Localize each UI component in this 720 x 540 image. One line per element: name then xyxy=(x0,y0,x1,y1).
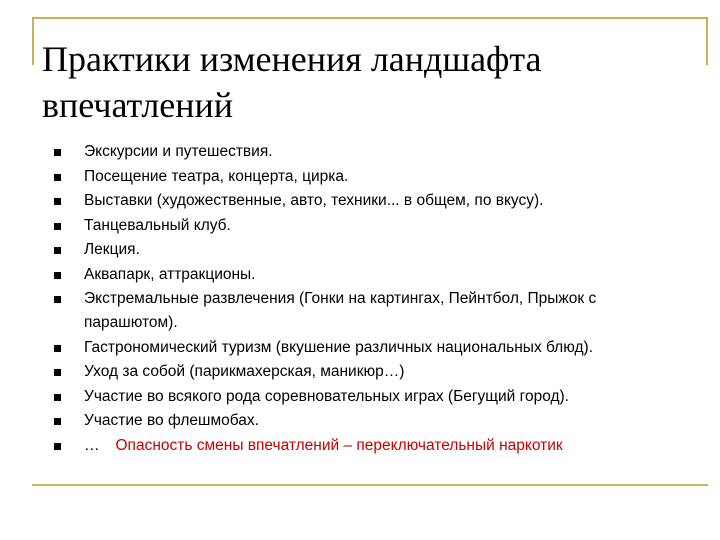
list-item xyxy=(54,287,694,335)
list-item-text: Гастрономический туризм (вкушение различных национальных блюд). xyxy=(84,338,594,356)
list-item-text: Посещение театра, концерта, цирка. xyxy=(84,167,349,185)
bullet-list xyxy=(54,140,694,459)
list-item xyxy=(54,140,694,164)
list-item xyxy=(54,409,694,433)
square-bullet-icon xyxy=(54,149,61,156)
list-item xyxy=(54,165,694,189)
frame-right-line xyxy=(706,17,708,65)
square-bullet-icon xyxy=(54,272,61,279)
list-item xyxy=(54,263,694,287)
list-item xyxy=(54,214,694,238)
frame-top-line xyxy=(32,17,708,19)
square-bullet-icon xyxy=(54,247,61,254)
square-bullet-icon xyxy=(54,174,61,181)
list-item xyxy=(54,360,694,384)
square-bullet-icon xyxy=(54,369,61,376)
square-bullet-icon xyxy=(54,443,61,450)
ellipsis-text: … xyxy=(84,437,100,454)
square-bullet-icon xyxy=(54,418,61,425)
warning-text: Опасность смены впечатлений – переключательный наркотик xyxy=(115,437,563,454)
square-bullet-icon xyxy=(54,345,61,352)
square-bullet-icon xyxy=(54,198,61,205)
list-item xyxy=(54,238,694,262)
list-item xyxy=(54,385,694,409)
list-item-last xyxy=(54,434,694,458)
list-item-text: Участие во всякого рода соревновательных играх (Бегущий город). xyxy=(84,387,569,405)
list-item-text: Участие во флешмобах. xyxy=(84,412,259,429)
list-item xyxy=(54,336,694,360)
square-bullet-icon xyxy=(54,394,61,401)
list-item-text: Танцевальный клуб. xyxy=(84,216,231,234)
frame-bottom-line xyxy=(32,484,708,486)
list-item-text: Экскурсии и путешествия. xyxy=(84,143,273,160)
list-item-text: Аквапарк, аттракционы. xyxy=(84,265,256,283)
slide-title: Практики изменения ландшафта впечатлений xyxy=(42,39,542,125)
list-item-text: Выставки (художественные, авто, техники... в общем, по вкусу). xyxy=(84,192,544,209)
list-item-text: Уход за собой (парикмахерская, маникюр…) xyxy=(84,363,405,380)
list-item-text: Экстремальные развлечения (Гонки на картингах, Пейнтбол, Прыжок с парашютом). xyxy=(84,290,597,331)
square-bullet-icon xyxy=(54,223,61,230)
list-item-text: Лекция. xyxy=(84,241,140,258)
list-item xyxy=(54,189,694,213)
frame-left-line xyxy=(32,17,34,65)
square-bullet-icon xyxy=(54,296,61,303)
